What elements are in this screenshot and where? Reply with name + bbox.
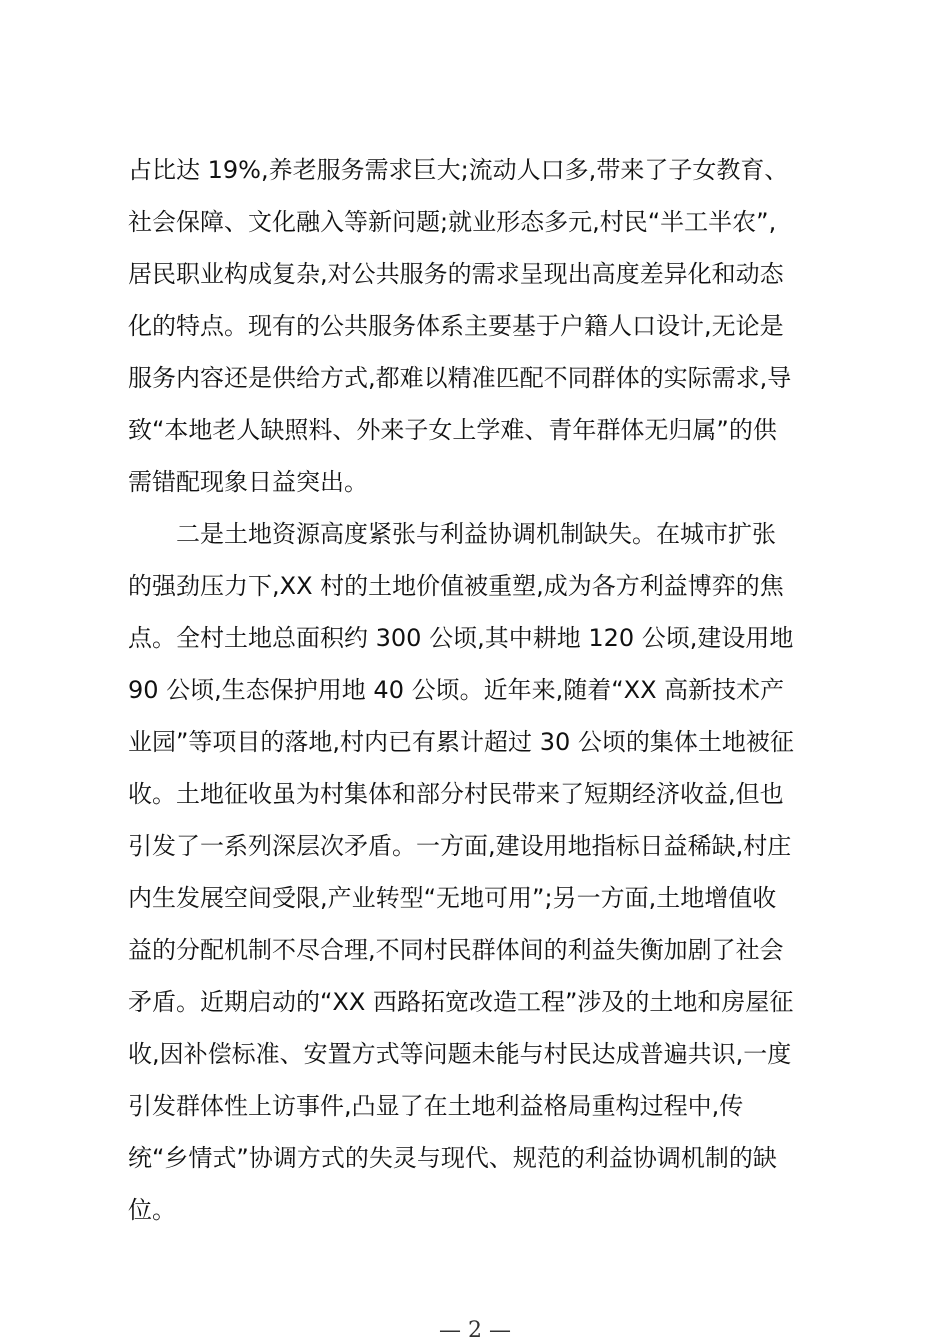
paragraph-line: 致“本地老人缺照料、外来子女上学难、青年群体无归属”的供 <box>128 416 777 444</box>
paragraph-line: 服务内容还是供给方式,都难以精准匹配不同群体的实际需求,导 <box>128 364 792 392</box>
paragraph-line: 收,因补偿标准、安置方式等问题未能与村民达成普遍共识,一度 <box>128 1040 792 1068</box>
paragraph-line: 的强劲压力下,XX 村的土地价值被重塑,成为各方利益博弈的焦 <box>128 572 784 600</box>
paragraph-line: 90 公顷,生态保护用地 40 公顷。近年来,随着“XX 高新技术产 <box>128 676 785 704</box>
paragraph-line: 引发了一系列深层次矛盾。一方面,建设用地指标日益稀缺,村庄 <box>128 832 792 860</box>
paragraph-line: 矛盾。近期启动的“XX 西路拓宽改造工程”涉及的土地和房屋征 <box>128 988 794 1016</box>
paragraph-line: 益的分配机制不尽合理,不同村民群体间的利益失衡加剧了社会 <box>128 936 784 964</box>
paragraph-line: 业园”等项目的落地,村内已有累计超过 30 公顷的集体土地被征 <box>128 728 794 756</box>
page-number: — 2 — <box>439 1318 511 1343</box>
paragraph-line: 引发群体性上访事件,凸显了在土地利益格局重构过程中,传 <box>128 1092 744 1120</box>
paragraph-line: 需错配现象日益突出。 <box>128 468 368 496</box>
paragraph-line: 收。土地征收虽为村集体和部分村民带来了短期经济收益,但也 <box>128 780 784 808</box>
paragraph-line: 位。 <box>128 1196 176 1224</box>
paragraph-line: 居民职业构成复杂,对公共服务的需求呈现出高度差异化和动态 <box>128 260 784 288</box>
paragraph-line: 社会保障、文化融入等新问题;就业形态多元,村民“半工半农”, <box>128 208 777 236</box>
paragraph-line: 点。全村土地总面积约 300 公顷,其中耕地 120 公顷,建设用地 <box>128 624 794 652</box>
paragraph-line: 二是土地资源高度紧张与利益协调机制缺失。在城市扩张 <box>176 520 776 548</box>
paragraph-line: 化的特点。现有的公共服务体系主要基于户籍人口设计,无论是 <box>128 312 784 340</box>
paragraph-line: 内生发展空间受限,产业转型“无地可用”;另一方面,土地增值收 <box>128 884 777 912</box>
paragraph-line: 占比达 19%,养老服务需求巨大;流动人口多,带来了子女教育、 <box>128 156 789 184</box>
paragraph-line: 统“乡情式”协调方式的失灵与现代、规范的利益协调机制的缺 <box>128 1144 777 1172</box>
